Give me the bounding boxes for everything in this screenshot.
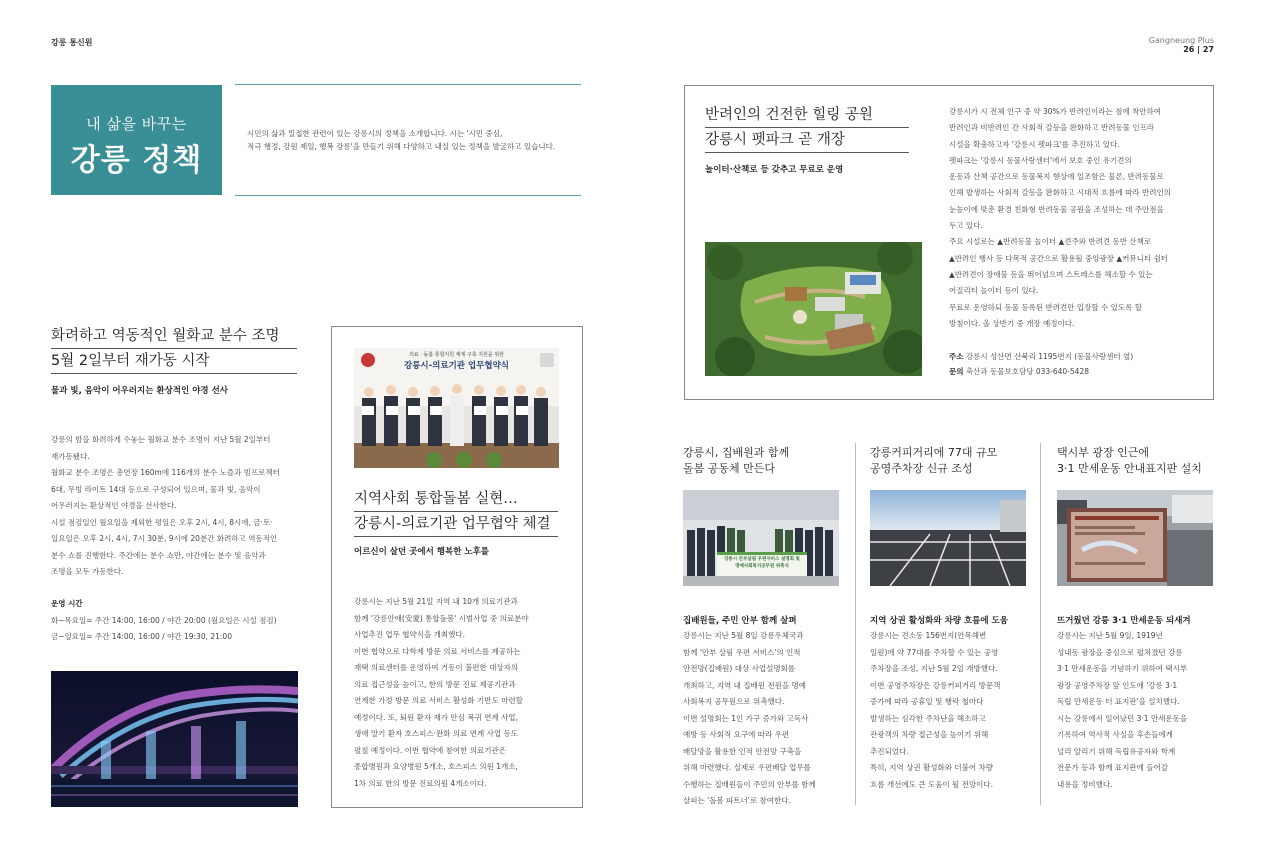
signboard-photo <box>1057 490 1213 586</box>
intro-text <box>247 127 577 153</box>
divider <box>235 195 581 196</box>
divider <box>51 348 297 349</box>
banner-subtitle: 내 삶을 바꾸는 <box>86 115 187 133</box>
banner-title: 강릉 정책 <box>70 143 203 178</box>
divider <box>51 373 297 374</box>
column-divider <box>855 443 856 805</box>
photo-banner-text: 강릉시-의료기관 업무협약식 <box>403 361 510 371</box>
intro-line: 시민의 삶과 밀접한 관련이 있는 강릉시의 정책을 소개합니다. 시는 '시민 중심, <box>247 129 503 138</box>
article-subhead: 물과 빛, 음악이 어우러지는 환상적인 야경 선사 <box>51 386 228 396</box>
article-title: 강릉시, 집배원과 함께 돌봄 공동체 만든다 <box>683 446 790 475</box>
article-title: 강릉커피거리에 77대 규모 공영주차장 신규 조성 <box>870 446 998 475</box>
article-subhead: 놀이터·산책로 등 갖추고 무료로 운영 <box>705 165 844 175</box>
petpark-photo <box>705 242 922 376</box>
parking-photo <box>870 490 1026 586</box>
contact-value: 축산과 동물보호담당 033-640-5428 <box>965 367 1089 376</box>
address-value: 강릉시 성산면 산북리 1195번지 (동물사랑센터 옆) <box>965 352 1134 361</box>
photo-banner-top: 의료 · 돌봄 통합지원 체계 구축 지원을 위한 <box>409 352 504 358</box>
article-title: 강릉시 펫파크 곧 개장 <box>705 132 845 148</box>
article-body: 강릉시는 지난 5월 8일 강릉우체국과 함께 '안부 살핌 우편 서비스'의 인적 안전망(집배원) 대상 사업설명회를 개최하고, 지역 내 집배원 전원을 명예 사회복지 공무원으로 위촉했다. 이번 설명회는 1인 가구 증가와 고독사 예방 등 사회적 요구에 따라 우편 배달망을 활용한 인적 안전망 구축을 위해 마련했다. 실제로 우편배달 업무를 수행하는 집배원들이 주민의 안부를 함께 살피는 '돌봄 파트너'로 참여한다. <box>683 631 816 805</box>
article-body: 강릉시는 견소동 156번지(안목해변 일원)에 약 77대를 주차할 수 있는 공영 주차장을 조성, 지난 5월 2일 개방했다. 이번 공영주차장은 강릉커피거리 방문객 증가에 따라 공휴일 및 행락 철마다 발생하는 심각한 주차난을 해소하고 관광객의 차량 접근성을 높이기 위해 추진되었다. 특히, 지역 상권 활성화와 더불어 차량 흐름 개선에도 큰 도움이 될 전망이다. <box>870 631 1001 789</box>
article-subhead: 지역 상권 활성화와 차량 흐름에 도움 <box>870 616 1008 626</box>
magazine-name: Gangneung Plus <box>1148 36 1214 45</box>
fountain-photo <box>51 671 298 807</box>
article-body: 강릉시는 지난 5월 21일 지역 내 10개 의료기관과 함께 '강릉안애(安愛) 통합돌봄' 시범사업 중 의료분야 사업추진 업무 협약식을 개최했다. 이번 협약으로 다학제 방문 의료 서비스를 제공하는 재택 의료센터를 운영하여 거동이 불편한 대상자의 의료 접근성을 높이고, 한의 방문 진료 제공기관과 연계한 가정 방문 의료 서비스 활성화 기반도 마련할 예정이다. 또, 퇴원 환자 재가 안심 복귀 연계 사업, 생애 말기 환자 호스피스·완화 의료 연계 사업 등도 펼칠 예정이다. 이번 협약에 참여한 의료기관은 종합병원과 요양병원 5개소, 호스피스 의원 1개소, 1차 의료 한의 방문 진료의원 4개소이다. <box>354 597 529 788</box>
divider <box>235 84 581 85</box>
article-subhead: 뜨거웠던 강릉 3·1 만세운동 되새겨 <box>1057 616 1191 626</box>
divider <box>354 511 558 512</box>
petpark-info <box>949 349 1203 379</box>
policy-banner <box>51 85 222 195</box>
petpark-heading <box>705 104 911 175</box>
article-title: 지역사회 통합돌봄 실현… <box>354 491 518 507</box>
article-title: 강릉시-의료기관 업무협약 체결 <box>354 516 551 532</box>
divider <box>705 152 909 153</box>
column-divider <box>1040 443 1041 805</box>
page-numbers: 26 | 27 <box>1183 45 1214 54</box>
divider <box>705 127 909 128</box>
care-heading <box>354 488 560 557</box>
delivery-photo <box>683 490 839 586</box>
article-body: 강릉시는 지난 5월 9일, 1919년 성내동 광장을 중심으로 펼쳐졌던 강릉 3·1 만세운동을 기념하기 위하여 택시부 광장 공영주차장 앞 인도에 '강릉 3·1 독립 만세운동 터 표지판'을 설치했다. 시는 강릉에서 일어났던 3·1 만세운동을 기록하여 역사적 사실을 후손들에게 널리 알리기 위해 독립유공자와 학계 전문가 등과 함께 표지판에 들어갈 내용을 정비했다. <box>1057 631 1188 789</box>
section-label: 강릉 통신원 <box>51 38 93 47</box>
article-body: 강릉시가 시 전체 인구 중 약 30%가 반려인이라는 점에 착안하여 반려인과 비반려인 간 사회적 갈등을 완화하고 반려동물 인프라 시설을 확충하고자 '강릉시 펫파크'를 추진하고 있다. 펫파크는 '강릉시 동물사랑센터'에서 보호 중인 유기견의 운동과 산책 공간으로 동물복지 향상에 일조함은 물론, 반려동물로 인해 발생하는 사회적 갈등을 완화하고 시대적 흐름에 따라 반려인의 눈높이에 맞춘 환경 친화형 반려동물 공원을 조성하는 데 주안점을 두고 있다. 주요 시설로는 ▲반려동물 놀이터 ▲견주와 반려견 동반 산책로 ▲반려인 행사 등 다목적 공간으로 활용될 중앙광장 ▲커뮤니티 쉼터 ▲반려견이 장애물 등을 뛰어넘으며 스트레스를 해소할 수 있는 어질리티 놀이터 등이 있다. 무료로 운영하되 동물 등록된 반려견만 입장할 수 있도록 할 방침이다. 올 상반기 중 개장 예정이다. <box>949 107 1171 328</box>
article-subhead: 집배원들, 주민 안부 함께 살펴 <box>683 616 797 626</box>
article-title: 화려하고 역동적인 월화교 분수 조명 <box>51 328 280 344</box>
fountain-article <box>51 325 299 396</box>
article-title: 반려인의 건전한 힐링 공원 <box>705 107 873 123</box>
address-label: 주소 <box>949 352 964 361</box>
article-title: 5월 2일부터 재가동 시작 <box>51 353 210 369</box>
operating-hours: 운영 시간 화~목요일= 주간 14:00, 16:00 / 야간 20:00 (월요일은 시설 점검) 금~일요일= 주간 14:00, 16:00 / 야간 19:30, 21:00 <box>51 596 301 646</box>
article-body: 강릉의 밤을 화려하게 수놓는 월화교 분수 조명이 지난 5월 2일부터 재가동됐다. 월화교 분수 조명은 총연장 160m에 116개의 분수 노즐과 빔프로젝터 6대, 무빙 라이트 14대 등으로 구성되어 있으며, 물과 빛, 음악이 어우러지는 환상적인 야경을 선사한다. 시설 점검일인 월요일을 제외한 평일은 오후 2시, 4시, 8시에, 금·토· 일요일은 오후 2시, 4시, 7시 30분, 9시에 20분간 화려하고 역동적인 분수 쇼를 진행한다. 주간에는 분수 쇼만, 야간에는 분수 및 음악과 조명을 모두 가동한다. <box>51 435 280 576</box>
article-title: 택시부 광장 인근에 3·1 만세운동 안내표지판 설치 <box>1057 446 1202 475</box>
hours-label: 운영 시간 <box>51 599 83 608</box>
article-subhead: 어르신이 살던 곳에서 행복한 노후를 <box>354 547 490 557</box>
contact-label: 문의 <box>949 367 964 376</box>
page-number <box>1140 36 1214 54</box>
divider <box>354 536 558 537</box>
intro-line: 적극 행정, 강원 제일, 행복 강릉'을 만들기 위해 다양하고 내실 있는 정책을 발굴하고 있습니다. <box>247 142 556 151</box>
photo-banner-text: 강릉시 안부살핌 우편서비스 설명회 및 명예사회복지공무원 위촉식 <box>724 557 800 569</box>
